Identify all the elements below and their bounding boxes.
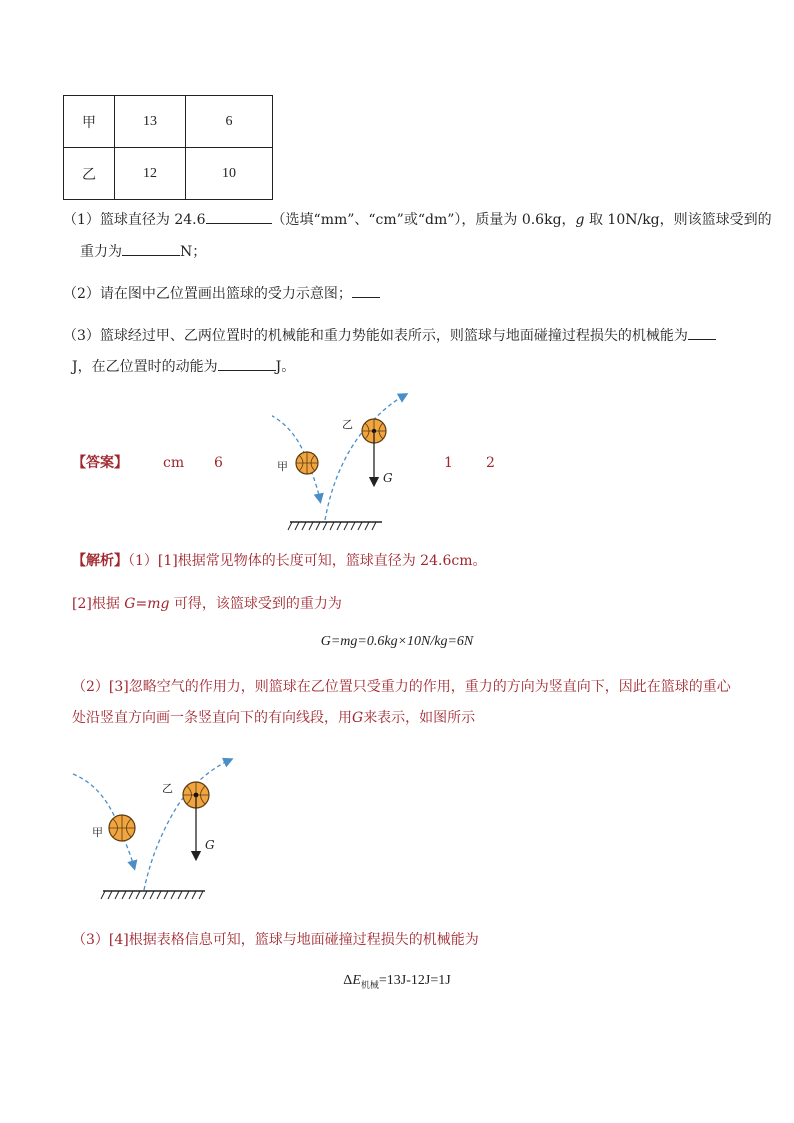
analysis-text: 可得，该篮球受到的重力为 — [169, 596, 342, 612]
energy-table — [63, 95, 273, 200]
answer-blank — [688, 324, 716, 340]
table-row — [64, 96, 273, 148]
table-row — [64, 148, 273, 200]
table-cell: 6 — [186, 96, 273, 148]
q1-text-e: N； — [180, 244, 207, 260]
question-1-line-2 — [80, 240, 206, 262]
question-2 — [63, 282, 380, 304]
table-cell: 10 — [186, 148, 273, 200]
trajectory-up — [144, 760, 230, 890]
ground-hatch — [101, 891, 203, 899]
analysis-text: 处沿竖直方向画一条竖直向下的有向线段，用 — [72, 710, 352, 726]
q2-text: （2）请在图中乙位置画出篮球的受力示意图； — [63, 286, 352, 302]
analysis-para-3-line-2 — [72, 708, 475, 728]
q3-text-a: （3）篮球经过甲、乙两位置时的机械能和重力势能如表所示，则篮球与地面碰撞过程损失的机械能为 — [63, 328, 688, 344]
answer-label: 【答案】 — [72, 455, 128, 471]
question-3-line-1 — [63, 324, 716, 346]
basketball-jia-icon — [109, 815, 135, 841]
analysis-text: 来表示，如图所示 — [363, 710, 476, 726]
q3-text-c: J。 — [275, 359, 296, 375]
analysis-formula: G=mg — [124, 596, 170, 612]
label-yi: 乙 — [342, 418, 353, 431]
basketball-force-diagram-2 — [70, 752, 240, 902]
analysis-text: （2）[3]忽略空气的作用力，则篮球在乙位置只受重力的作用，重力的方向为竖直向下，因此在篮球的重心 — [72, 679, 731, 695]
table-cell: 甲 — [64, 96, 115, 148]
analysis-text: （3）[4]根据表格信息可知，篮球与地面碰撞过程损失的机械能为 — [72, 932, 479, 948]
analysis-text: [2]根据 — [72, 596, 125, 612]
equation-energy-loss — [0, 973, 794, 991]
equation-delta: Δ — [343, 973, 353, 988]
q1-text-c: 取 10N/kg，则该篮球受到的 — [584, 212, 772, 228]
basketball-jia-icon — [296, 452, 318, 474]
equation-subscript: 机械 — [360, 980, 379, 991]
question-3-line-2 — [72, 355, 295, 377]
q1-text-d: 重力为 — [80, 244, 122, 260]
equation-gravity — [0, 634, 794, 650]
answer-blank — [122, 240, 180, 256]
answer-value-3: 1 — [444, 455, 453, 471]
answer-blank — [352, 282, 380, 298]
equation-var-e: E — [352, 973, 361, 988]
gravity-label: G — [383, 471, 393, 485]
analysis-label: 【解析】 — [72, 553, 128, 569]
basketball-force-diagram — [272, 390, 412, 535]
table-cell: 12 — [115, 148, 186, 200]
question-1-line-1 — [63, 208, 772, 230]
analysis-text: （1）[1]根据常见物体的长度可知，篮球直径为 24.6cm。 — [128, 553, 487, 569]
q1-var-g: g — [575, 212, 585, 228]
answer-blank — [218, 355, 276, 371]
q3-text-b: J，在乙位置时的动能为 — [72, 359, 218, 375]
label-jia: 甲 — [92, 826, 103, 839]
table-cell: 13 — [115, 96, 186, 148]
equation-text: =13J-12J=1J — [378, 973, 451, 988]
label-yi: 乙 — [162, 782, 173, 795]
answer-value-2: 6 — [214, 455, 223, 471]
analysis-para-3-line-1 — [72, 677, 731, 697]
table-cell: 乙 — [64, 148, 115, 200]
answer-value-1: cm — [163, 455, 185, 471]
q1-text-b: （选填“mm”、“cm”或“dm”），质量为 0.6kg， — [271, 212, 576, 228]
gravity-label: G — [205, 838, 215, 852]
answer-blank — [206, 208, 272, 224]
equation-text: G=mg=0.6kg×10N/kg=6N — [320, 634, 474, 649]
analysis-para-2 — [72, 594, 342, 614]
label-jia: 甲 — [277, 460, 288, 473]
answer-value-4: 2 — [486, 455, 495, 471]
analysis-var: G — [352, 710, 364, 726]
analysis-para-1 — [72, 551, 486, 571]
analysis-para-4 — [72, 930, 479, 950]
q1-text-a: （1）篮球直径为 24.6 — [63, 212, 206, 228]
trajectory-up — [325, 395, 405, 520]
ground-hatch — [288, 522, 376, 530]
